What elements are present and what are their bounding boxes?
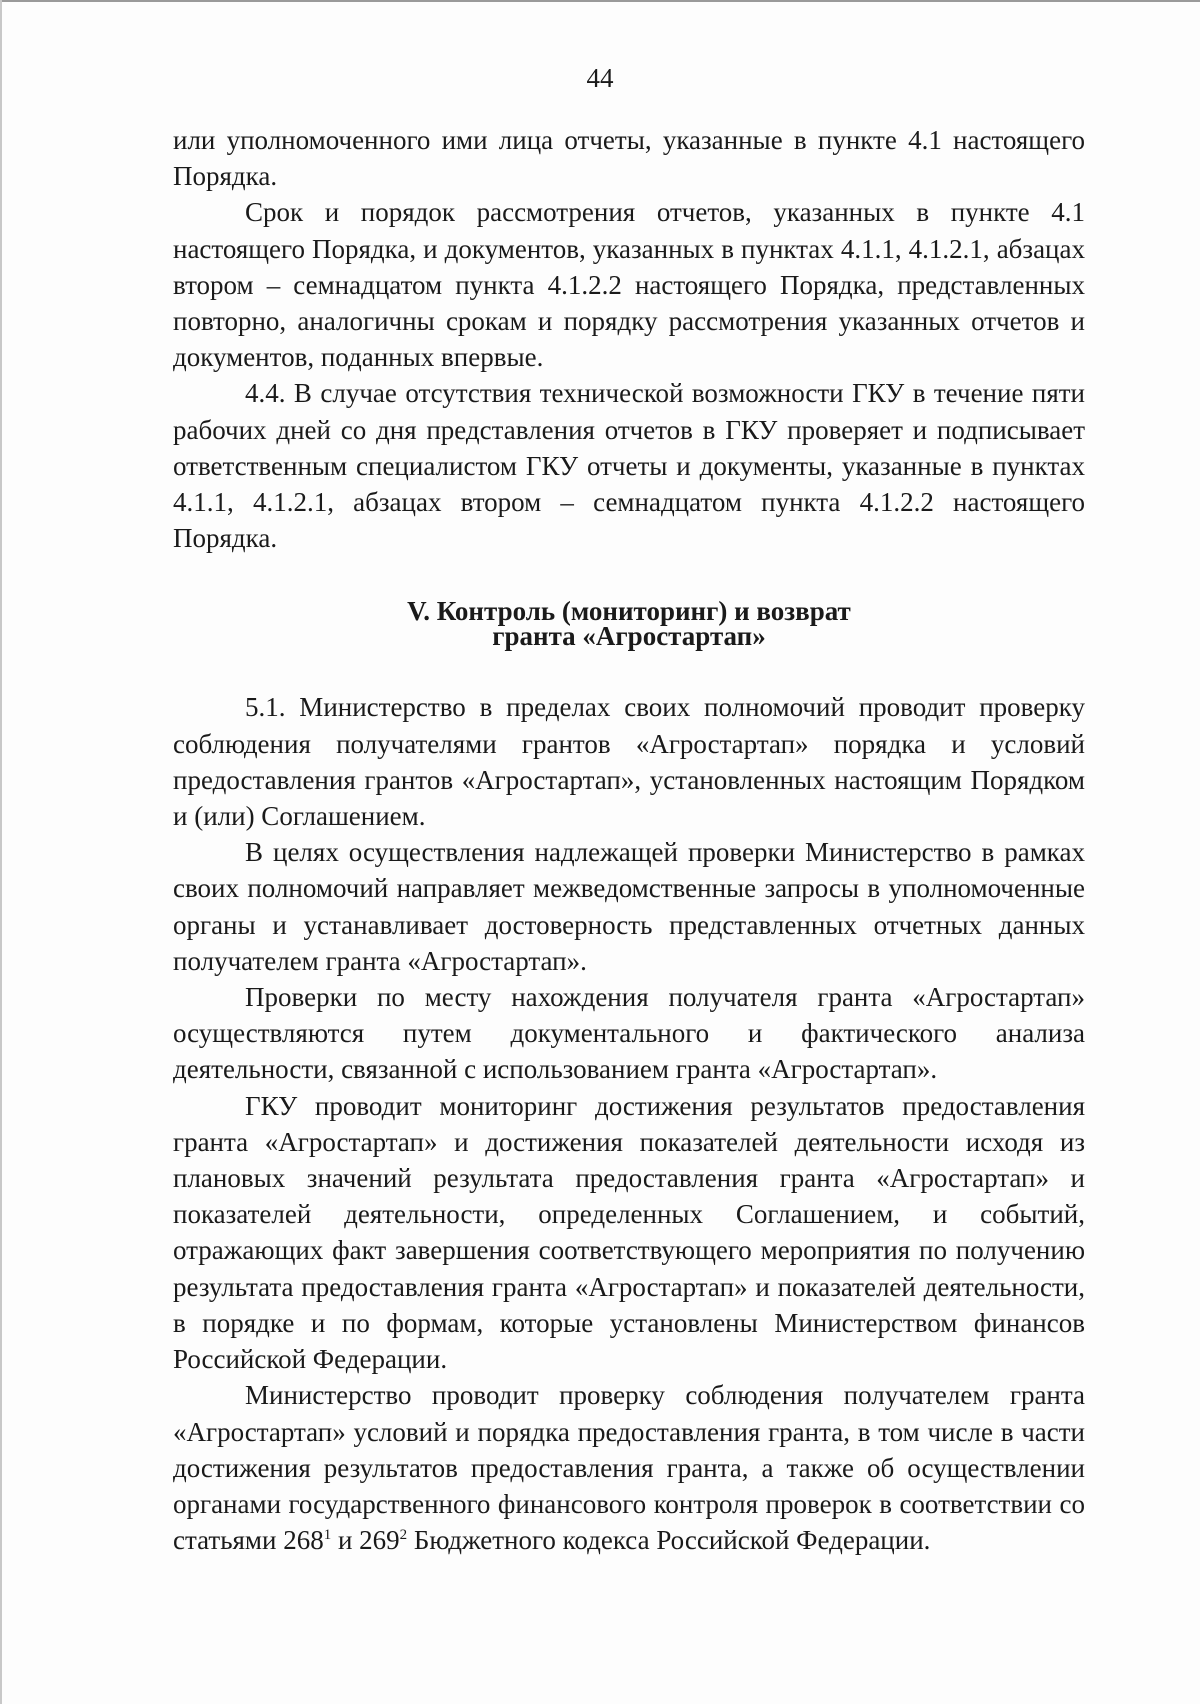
paragraph-continuation: или уполномоченного ими лица отчеты, указанные в пункте 4.1 настоящего Порядка. — [173, 125, 1085, 192]
paragraph-last-part-1: Министерство проводит проверку соблюдения получателем гранта «Агростартап» условий и порядка предоставления гранта, в том числе в части достижения результатов предоставления гранта, а также об осуществлении органами государственного финансового контроля проверок в соответствии со статьями 268 — [173, 1380, 1085, 1556]
paragraph-last-part-2: и 269 — [331, 1525, 400, 1556]
scan-top-edge — [0, 0, 1200, 2]
paragraph-4-4: 4.4. В случае отсутствия технической возможности ГКУ в течение пяти рабочих дней со дня представления отчетов в ГКУ проверяет и подписывает ответственным специалистом ГКУ отчеты и документы, указанные в пунктах 4.1.1, 4.1.2.1, абзацах втором – семнадцатом пункта 4.1.2.2 настоящего Порядка. — [173, 378, 1085, 554]
superscript-1: 1 — [323, 1527, 332, 1544]
paragraph: Срок и порядок рассмотрения отчетов, указанных в пункте 4.1 настоящего Порядка, и документов, указанных в пунктах 4.1.1, 4.1.2.1, абзацах втором – семнадцатом пункта 4.1.2.2 настоящего Порядка, представленных повторно, аналогичны срокам и порядку рассмотрения указанных отчетов и документов, поданных впервые. — [173, 197, 1085, 373]
page-number: 44 — [586, 63, 614, 93]
paragraph: В целях осуществления надлежащей проверки Министерство в рамках своих полномочий направляет межведомственные запросы в уполномоченные органы и устанавливает достоверность представленных отчетных данных получателем гранта «Агростартап». — [173, 837, 1085, 976]
paragraph: Проверки по месту нахождения получателя гранта «Агростартап» осуществляются путем документального и фактического анализа деятельности, связанной с использованием гранта «Агростартап». — [173, 982, 1085, 1085]
paragraph-5-1: 5.1. Министерство в пределах своих полномочий проводит проверку соблюдения получателями грантов «Агростартап» порядка и условий предоставления грантов «Агростартап», установленных настоящим Порядком и (или) Соглашением. — [173, 692, 1085, 832]
paragraph: ГКУ проводит мониторинг достижения результатов предоставления гранта «Агростартап» и достижения показателей деятельности исходя из плановых значений результата предоставления гранта «Агростартап» и показателей деятельности, определенных Соглашением, и событий, отражающих факт завершения соответствующего мероприятия по получению результата предоставления гранта «Агростартап» и показателей деятельности, в порядке и по формам, которые установлены Министерством финансов Российской Федерации. — [173, 1090, 1085, 1375]
scan-left-edge — [0, 0, 2, 1704]
section-heading — [173, 596, 1085, 652]
paragraph-last-part-3: Бюджетного кодекса Российской Федерации. — [407, 1525, 931, 1556]
section-heading-line-2: гранта «Агростартап» — [492, 621, 766, 652]
section-heading-line-1: V. Контроль (мониторинг) и возврат — [407, 596, 851, 627]
paragraph-last — [173, 1377, 1085, 1558]
document-body — [173, 122, 1085, 1558]
superscript-2: 2 — [399, 1527, 408, 1544]
